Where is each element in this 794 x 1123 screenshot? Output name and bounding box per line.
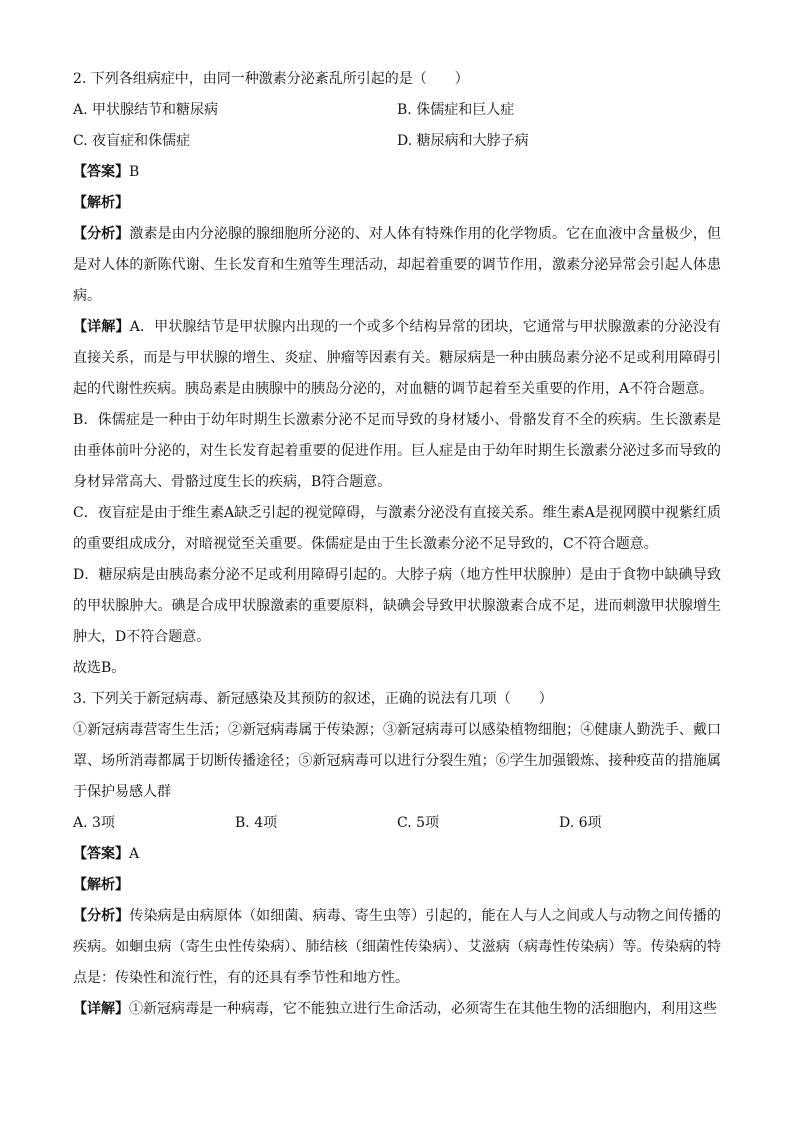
question-2-xiangjie-d: D．糖尿病是由胰岛素分泌不足或利用障碍引起的。大脖子病（地方性甲状腺肿）是由于食物中缺碘导致的甲状腺肿大。碘是合成甲状腺激素的重要原料，缺碘会导致甲状腺激素合成不足，进而刺激甲状腺增生肿大，D不符合题意。 xyxy=(73,567,721,645)
question-3-fenxi xyxy=(73,901,721,994)
question-2-option-b: B. 侏儒症和巨人症 xyxy=(397,102,515,118)
question-2-options-row-2 xyxy=(73,126,721,157)
answer-tag: 【答案】 xyxy=(73,164,129,180)
question-3-stem: 3. 下列关于新冠病毒、新冠感染及其预防的叙述，正确的说法有几项（ ） xyxy=(73,691,553,707)
answer-tag: 【答案】 xyxy=(73,846,129,862)
question-3-option-b: B. 4项 xyxy=(235,815,278,831)
analysis-tag: 【解析】 xyxy=(73,877,129,893)
question-2-fenxi xyxy=(73,219,721,312)
fenxi-text: 激素是由内分泌腺的腺细胞所分泌的、对人体有特殊作用的化学物质。它在血液中含量极少，但是对人体的新陈代谢、生长发育和生殖等生理活动，却起着重要的调节作用，激素分泌异常会引起人体患病。 xyxy=(73,226,722,304)
document-content xyxy=(73,64,721,1025)
fenxi-text: 传染病是由病原体（如细菌、病毒、寄生虫等）引起的，能在人与人之间或人与动物之间传播的疾病。如蛔虫病（寄生虫性传染病）、肺结核（细菌性传染病）、艾滋病（病毒性传染病）等。传染病的特点是：传染性和流行性，有的还具有季节性和地方性。 xyxy=(73,908,722,986)
question-3-xiangjie-1 xyxy=(73,994,721,1025)
question-2-stem: 2. 下列各组病症中，由同一种激素分泌紊乱所引起的是（ ） xyxy=(73,71,469,87)
xiangjie-a-text: A．甲状腺结节是甲状腺内出现的一个或多个结构异常的团块，它通常与甲状腺激素的分泌没有直接关系，而是与甲状腺的增生、炎症、肿瘤等因素有关。糖尿病是一种由胰岛素分泌不足或利用障碍引起的代谢性疾病。胰岛素是由胰腺中的胰岛分泌的，对血糖的调节起着至关重要的作用，A不符合题意。 xyxy=(73,319,722,397)
question-2-option-c: C. 夜盲症和侏儒症 xyxy=(73,133,191,149)
xiangjie-tag: 【详解】 xyxy=(73,319,130,335)
question-2-options-row-1 xyxy=(73,95,721,126)
question-3-analysis-title xyxy=(73,870,721,901)
question-3-option-a: A. 3项 xyxy=(73,815,115,831)
question-3-option-d: D. 6项 xyxy=(559,815,602,831)
question-2-analysis-title xyxy=(73,188,721,219)
question-2-xiangjie-a xyxy=(73,312,721,405)
question-2-option-d: D. 糖尿病和大脖子病 xyxy=(397,133,529,149)
question-3-statements: ①新冠病毒营寄生生活；②新冠病毒属于传染源；③新冠病毒可以感染植物细胞；④健康人勤洗手、戴口罩、场所消毒都属于切断传播途径；⑤新冠病毒可以进行分裂生殖；⑥学生加强锻炼、接种疫苗的措施属于保护易感人群 xyxy=(73,722,721,800)
question-2-xiangjie-c: C．夜盲症是由于维生素A缺乏引起的视觉障碍，与激素分泌没有直接关系。维生素A是视网膜中视紫红质的重要组成成分，对暗视觉至关重要。侏儒症是由于生长激素分泌不足导致的，C不符合题意。 xyxy=(73,505,721,552)
question-2-xiangjie-b: B．侏儒症是一种由于幼年时期生长激素分泌不足而导致的身材矮小、骨骼发育不全的疾病。生长激素是由垂体前叶分泌的，对生长发育起着重要的促进作用。巨人症是由于幼年时期生长激素分泌过多而导致的身材异常高大、骨骼过度生长的疾病，B符合题意。 xyxy=(73,412,721,490)
question-3-option-c: C. 5项 xyxy=(397,815,440,831)
question-2-option-a: A. 甲状腺结节和糖尿病 xyxy=(73,102,219,118)
answer-value: B xyxy=(129,164,140,180)
fenxi-tag: 【分析】 xyxy=(73,908,130,924)
question-2-conclusion: 故选B。 xyxy=(73,660,126,676)
fenxi-tag: 【分析】 xyxy=(73,226,130,242)
xiangjie-tag: 【详解】 xyxy=(73,1001,129,1017)
question-2-answer xyxy=(73,157,721,188)
xiangjie-1-text: ①新冠病毒是一种病毒，它不能独立进行生命活动，必须寄生在其他生物的活细胞内，利用这些 xyxy=(129,1001,717,1017)
question-3-answer xyxy=(73,839,721,870)
answer-value: A xyxy=(129,846,140,862)
analysis-tag: 【解析】 xyxy=(73,195,129,211)
question-3-options xyxy=(73,808,721,839)
